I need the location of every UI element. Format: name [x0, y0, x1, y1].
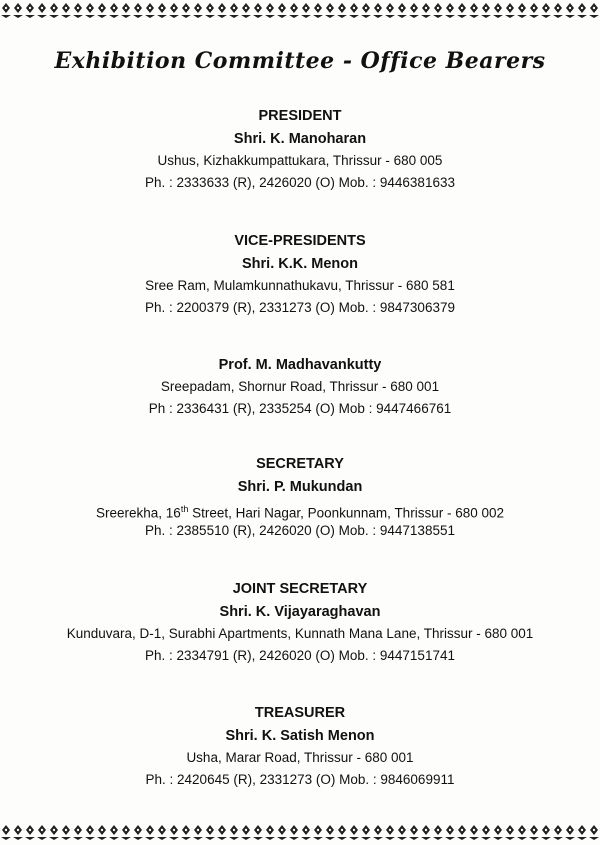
person-address: Usha, Marar Road, Thrissur - 680 001 — [186, 750, 414, 765]
border-ornament — [265, 3, 275, 18]
border-ornament — [517, 3, 527, 18]
section-joint-secretary — [0, 577, 600, 667]
border-ornament — [25, 3, 35, 18]
border-ornament — [385, 825, 395, 840]
border-ornament — [133, 3, 143, 18]
border-ornament — [1, 3, 11, 18]
border-ornament — [301, 825, 311, 840]
border-ornament — [553, 825, 563, 840]
person-address: Sree Ram, Mulamkunnathukavu, Thrissur - 680 581 — [145, 278, 455, 293]
border-ornament — [109, 825, 119, 840]
section-secretary — [0, 452, 600, 542]
border-ornament — [229, 825, 239, 840]
border-ornament — [49, 825, 59, 840]
section-vice-presidents — [0, 229, 600, 319]
border-ornament — [217, 3, 227, 18]
person-phone: Ph. : 2385510 (R), 2426020 (O) Mob. : 9447138551 — [145, 523, 455, 538]
person-address — [0, 498, 600, 520]
person-name: Shri. K.K. Menon — [242, 256, 358, 272]
border-ornament — [85, 825, 95, 840]
person-phone: Ph. : 2420645 (R), 2331273 (O) Mob. : 9846069911 — [145, 772, 455, 787]
border-ornament — [337, 825, 347, 840]
person-address: Ushus, Kizhakkumpattukara, Thrissur - 680 005 — [157, 153, 443, 168]
person-phone: Ph. : 2334791 (R), 2426020 (O) Mob. : 9447151741 — [145, 648, 455, 663]
border-ornament — [349, 825, 359, 840]
page-title: Exhibition Committee - Office Bearers — [54, 48, 546, 74]
address-superscript: th — [180, 504, 189, 514]
border-ornament — [385, 3, 395, 18]
border-ornament — [61, 825, 71, 840]
border-ornament — [553, 3, 563, 18]
section-treasurer — [0, 701, 600, 791]
border-ornament — [145, 3, 155, 18]
border-ornament — [193, 3, 203, 18]
border-ornament — [565, 3, 575, 18]
border-ornament — [361, 3, 371, 18]
border-ornament — [541, 825, 551, 840]
border-ornament — [409, 3, 419, 18]
border-ornament — [493, 3, 503, 18]
border-ornament — [1, 825, 11, 840]
border-ornament — [469, 825, 479, 840]
role-heading: PRESIDENT — [258, 108, 342, 124]
border-ornament — [217, 825, 227, 840]
border-ornament — [493, 825, 503, 840]
person-address: Kunduvara, D-1, Surabhi Apartments, Kunnath Mana Lane, Thrissur - 680 001 — [66, 626, 534, 641]
border-ornament — [481, 825, 491, 840]
border-ornament — [37, 3, 47, 18]
section-president — [0, 104, 600, 194]
role-heading: TREASURER — [254, 705, 346, 721]
border-ornament — [457, 3, 467, 18]
border-ornament — [97, 825, 107, 840]
border-ornament — [229, 3, 239, 18]
border-ornament — [349, 3, 359, 18]
border-ornament — [577, 825, 587, 840]
border-ornament — [397, 825, 407, 840]
border-ornament — [121, 825, 131, 840]
person-name: Shri. P. Mukundan — [237, 479, 363, 495]
border-ornament — [205, 825, 215, 840]
border-ornament — [565, 825, 575, 840]
border-ornament — [289, 825, 299, 840]
border-ornament — [517, 825, 527, 840]
border-ornament — [169, 825, 179, 840]
border-ornament — [505, 3, 515, 18]
person-name: Shri. K. Satish Menon — [225, 728, 375, 744]
person-phone: Ph. : 2333633 (R), 2426020 (O) Mob. : 9446381633 — [145, 175, 455, 190]
border-ornament — [133, 825, 143, 840]
person-name: Shri. K. Vijayaraghavan — [219, 604, 381, 620]
border-ornament — [61, 3, 71, 18]
border-ornament — [325, 3, 335, 18]
border-ornament — [97, 3, 107, 18]
border-ornament — [361, 825, 371, 840]
border-ornament — [13, 825, 23, 840]
border-ornament — [241, 3, 251, 18]
border-ornament — [529, 825, 539, 840]
person-name: Shri. K. Manoharan — [233, 131, 367, 147]
border-ornament — [301, 3, 311, 18]
border-ornament — [457, 825, 467, 840]
border-ornament — [181, 825, 191, 840]
border-ornament — [433, 3, 443, 18]
border-ornament — [85, 3, 95, 18]
border-ornament — [205, 3, 215, 18]
border-ornament — [505, 825, 515, 840]
role-heading: JOINT SECRETARY — [232, 581, 368, 597]
border-ornament — [193, 825, 203, 840]
border-ornament — [373, 825, 383, 840]
border-ornament — [445, 825, 455, 840]
border-ornament — [589, 3, 599, 18]
border-ornament — [325, 825, 335, 840]
border-ornament — [37, 825, 47, 840]
address-part: Street, Hari Nagar, Poonkunnam, Thrissur - 680 002 — [188, 505, 504, 521]
person-address: Sreepadam, Shornur Road, Thrissur - 680 001 — [160, 379, 440, 394]
border-ornament — [121, 3, 131, 18]
border-ornament — [253, 825, 263, 840]
border-ornament — [265, 825, 275, 840]
border-ornament — [109, 3, 119, 18]
border-ornament — [145, 825, 155, 840]
border-ornament — [73, 825, 83, 840]
border-ornament — [289, 3, 299, 18]
border-ornament — [313, 825, 323, 840]
border-ornament — [373, 3, 383, 18]
person-name: Prof. M. Madhavankutty — [218, 357, 382, 373]
border-ornament — [181, 3, 191, 18]
border-ornament — [277, 3, 287, 18]
decorative-border-bottom — [0, 822, 600, 842]
border-ornament — [157, 3, 167, 18]
border-ornament — [589, 825, 599, 840]
border-ornament — [241, 825, 251, 840]
section-vice-president-2 — [0, 354, 600, 420]
person-phone: Ph : 2336431 (R), 2335254 (O) Mob : 9447466761 — [148, 401, 452, 416]
border-ornament — [421, 825, 431, 840]
border-ornament — [409, 825, 419, 840]
border-ornament — [541, 3, 551, 18]
border-ornament — [337, 3, 347, 18]
border-ornament — [253, 3, 263, 18]
border-ornament — [469, 3, 479, 18]
address-part: Sreerekha, 16 — [96, 505, 181, 521]
border-ornament — [577, 3, 587, 18]
person-phone: Ph. : 2200379 (R), 2331273 (O) Mob. : 9847306379 — [145, 300, 455, 315]
border-ornament — [445, 3, 455, 18]
decorative-border-top — [0, 0, 600, 20]
border-ornament — [433, 825, 443, 840]
border-ornament — [13, 3, 23, 18]
border-ornament — [397, 3, 407, 18]
border-ornament — [169, 3, 179, 18]
border-ornament — [421, 3, 431, 18]
role-heading: SECRETARY — [256, 456, 344, 472]
border-ornament — [49, 3, 59, 18]
border-ornament — [157, 825, 167, 840]
border-ornament — [25, 825, 35, 840]
border-ornament — [73, 3, 83, 18]
role-heading: VICE-PRESIDENTS — [234, 233, 366, 249]
border-ornament — [313, 3, 323, 18]
border-ornament — [277, 825, 287, 840]
border-ornament — [529, 3, 539, 18]
border-ornament — [481, 3, 491, 18]
